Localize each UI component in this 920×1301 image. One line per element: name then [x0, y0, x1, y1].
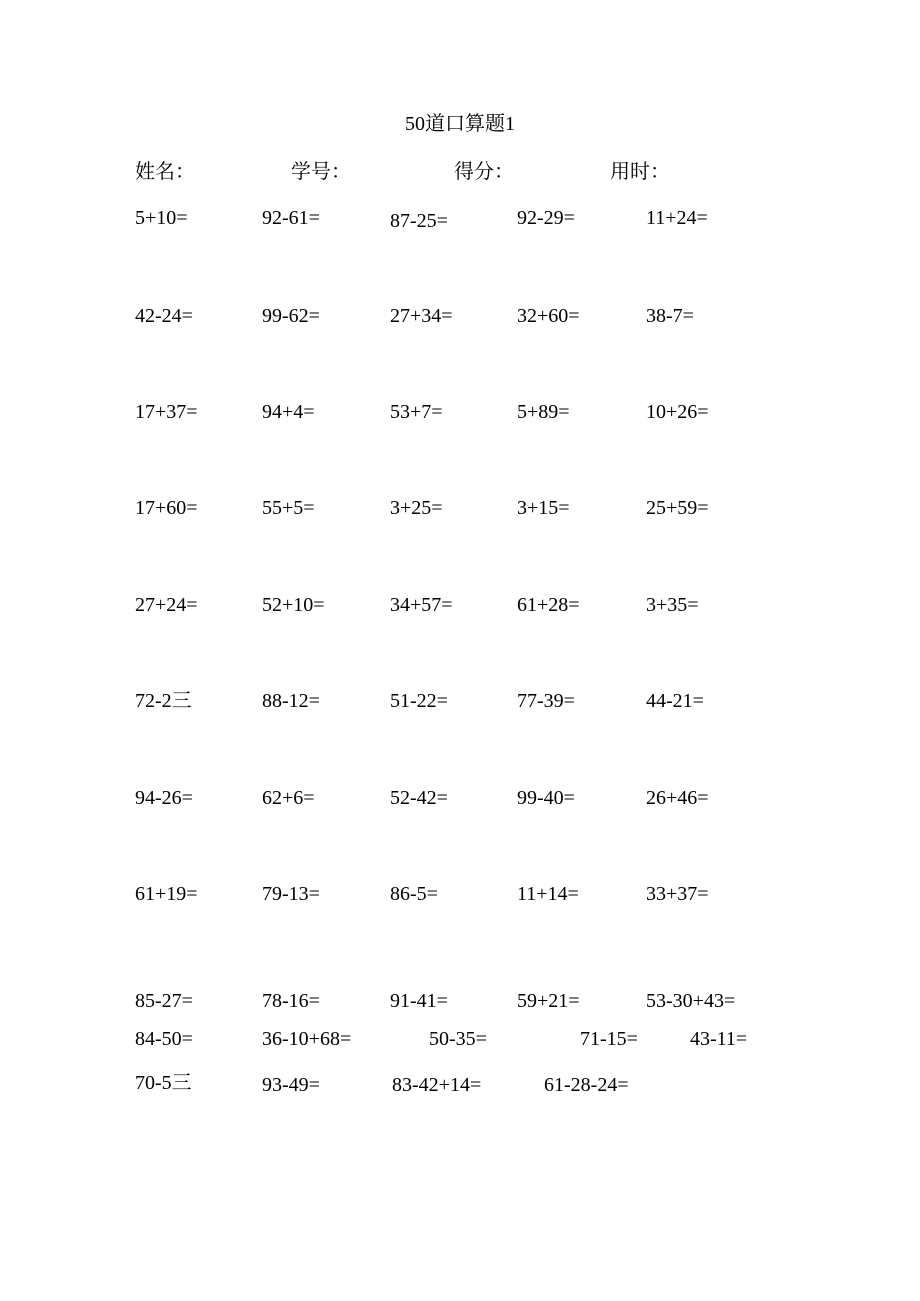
problem: 70-5三 — [135, 1072, 192, 1094]
problem: 55+5= — [262, 497, 315, 519]
problem: 26+46= — [646, 787, 709, 809]
problem: 91-41= — [390, 990, 448, 1012]
problem: 93-49= — [262, 1074, 320, 1096]
problem: 92-29= — [517, 207, 575, 229]
problem: 59+21= — [517, 990, 580, 1012]
problem: 32+60= — [517, 305, 580, 327]
problem: 44-21= — [646, 690, 704, 712]
problem: 11+14= — [517, 883, 579, 905]
problem: 5+10= — [135, 207, 188, 229]
problem: 3+15= — [517, 497, 570, 519]
problem: 85-27= — [135, 990, 193, 1012]
problem: 83-42+14= — [392, 1074, 482, 1096]
problem: 42-24= — [135, 305, 193, 327]
problem: 72-2三 — [135, 690, 192, 712]
problem: 79-13= — [262, 883, 320, 905]
problem: 94+4= — [262, 401, 315, 423]
name-label: 姓名： — [135, 161, 195, 183]
problem: 10+26= — [646, 401, 709, 423]
problem: 99-62= — [262, 305, 320, 327]
problem: 88-12= — [262, 690, 320, 712]
problem: 27+34= — [390, 305, 453, 327]
problem: 92-61= — [262, 207, 320, 229]
problem: 53-30+43= — [646, 990, 736, 1012]
problem: 36-10+68= — [262, 1028, 352, 1050]
score-label: 得分： — [454, 161, 514, 183]
problem: 3+25= — [390, 497, 443, 519]
problem: 61-28-24= — [544, 1074, 629, 1096]
problem: 77-39= — [517, 690, 575, 712]
problem: 50-35= — [429, 1028, 487, 1050]
problem: 87-25= — [390, 210, 448, 232]
problem: 94-26= — [135, 787, 193, 809]
problem: 51-22= — [390, 690, 448, 712]
problem: 38-7= — [646, 305, 694, 327]
problem: 5+89= — [517, 401, 570, 423]
problem: 53+7= — [390, 401, 443, 423]
problem: 61+28= — [517, 594, 580, 616]
student-id-label: 学号： — [291, 161, 351, 183]
problem: 34+57= — [390, 594, 453, 616]
problem: 17+37= — [135, 401, 198, 423]
problem: 11+24= — [646, 207, 708, 229]
problem: 43-11= — [690, 1028, 748, 1050]
problem: 99-40= — [517, 787, 575, 809]
problem: 78-16= — [262, 990, 320, 1012]
problem: 62+6= — [262, 787, 315, 809]
problem: 71-15= — [580, 1028, 638, 1050]
problem: 25+59= — [646, 497, 709, 519]
problem: 33+37= — [646, 883, 709, 905]
problem: 17+60= — [135, 497, 198, 519]
worksheet-title: 50道口算题1 — [405, 113, 515, 135]
problem: 61+19= — [135, 883, 198, 905]
problem: 27+24= — [135, 594, 198, 616]
problem: 3+35= — [646, 594, 699, 616]
problem: 86-5= — [390, 883, 438, 905]
problem: 52+10= — [262, 594, 325, 616]
problem: 84-50= — [135, 1028, 193, 1050]
time-label: 用时： — [610, 161, 670, 183]
problem: 52-42= — [390, 787, 448, 809]
